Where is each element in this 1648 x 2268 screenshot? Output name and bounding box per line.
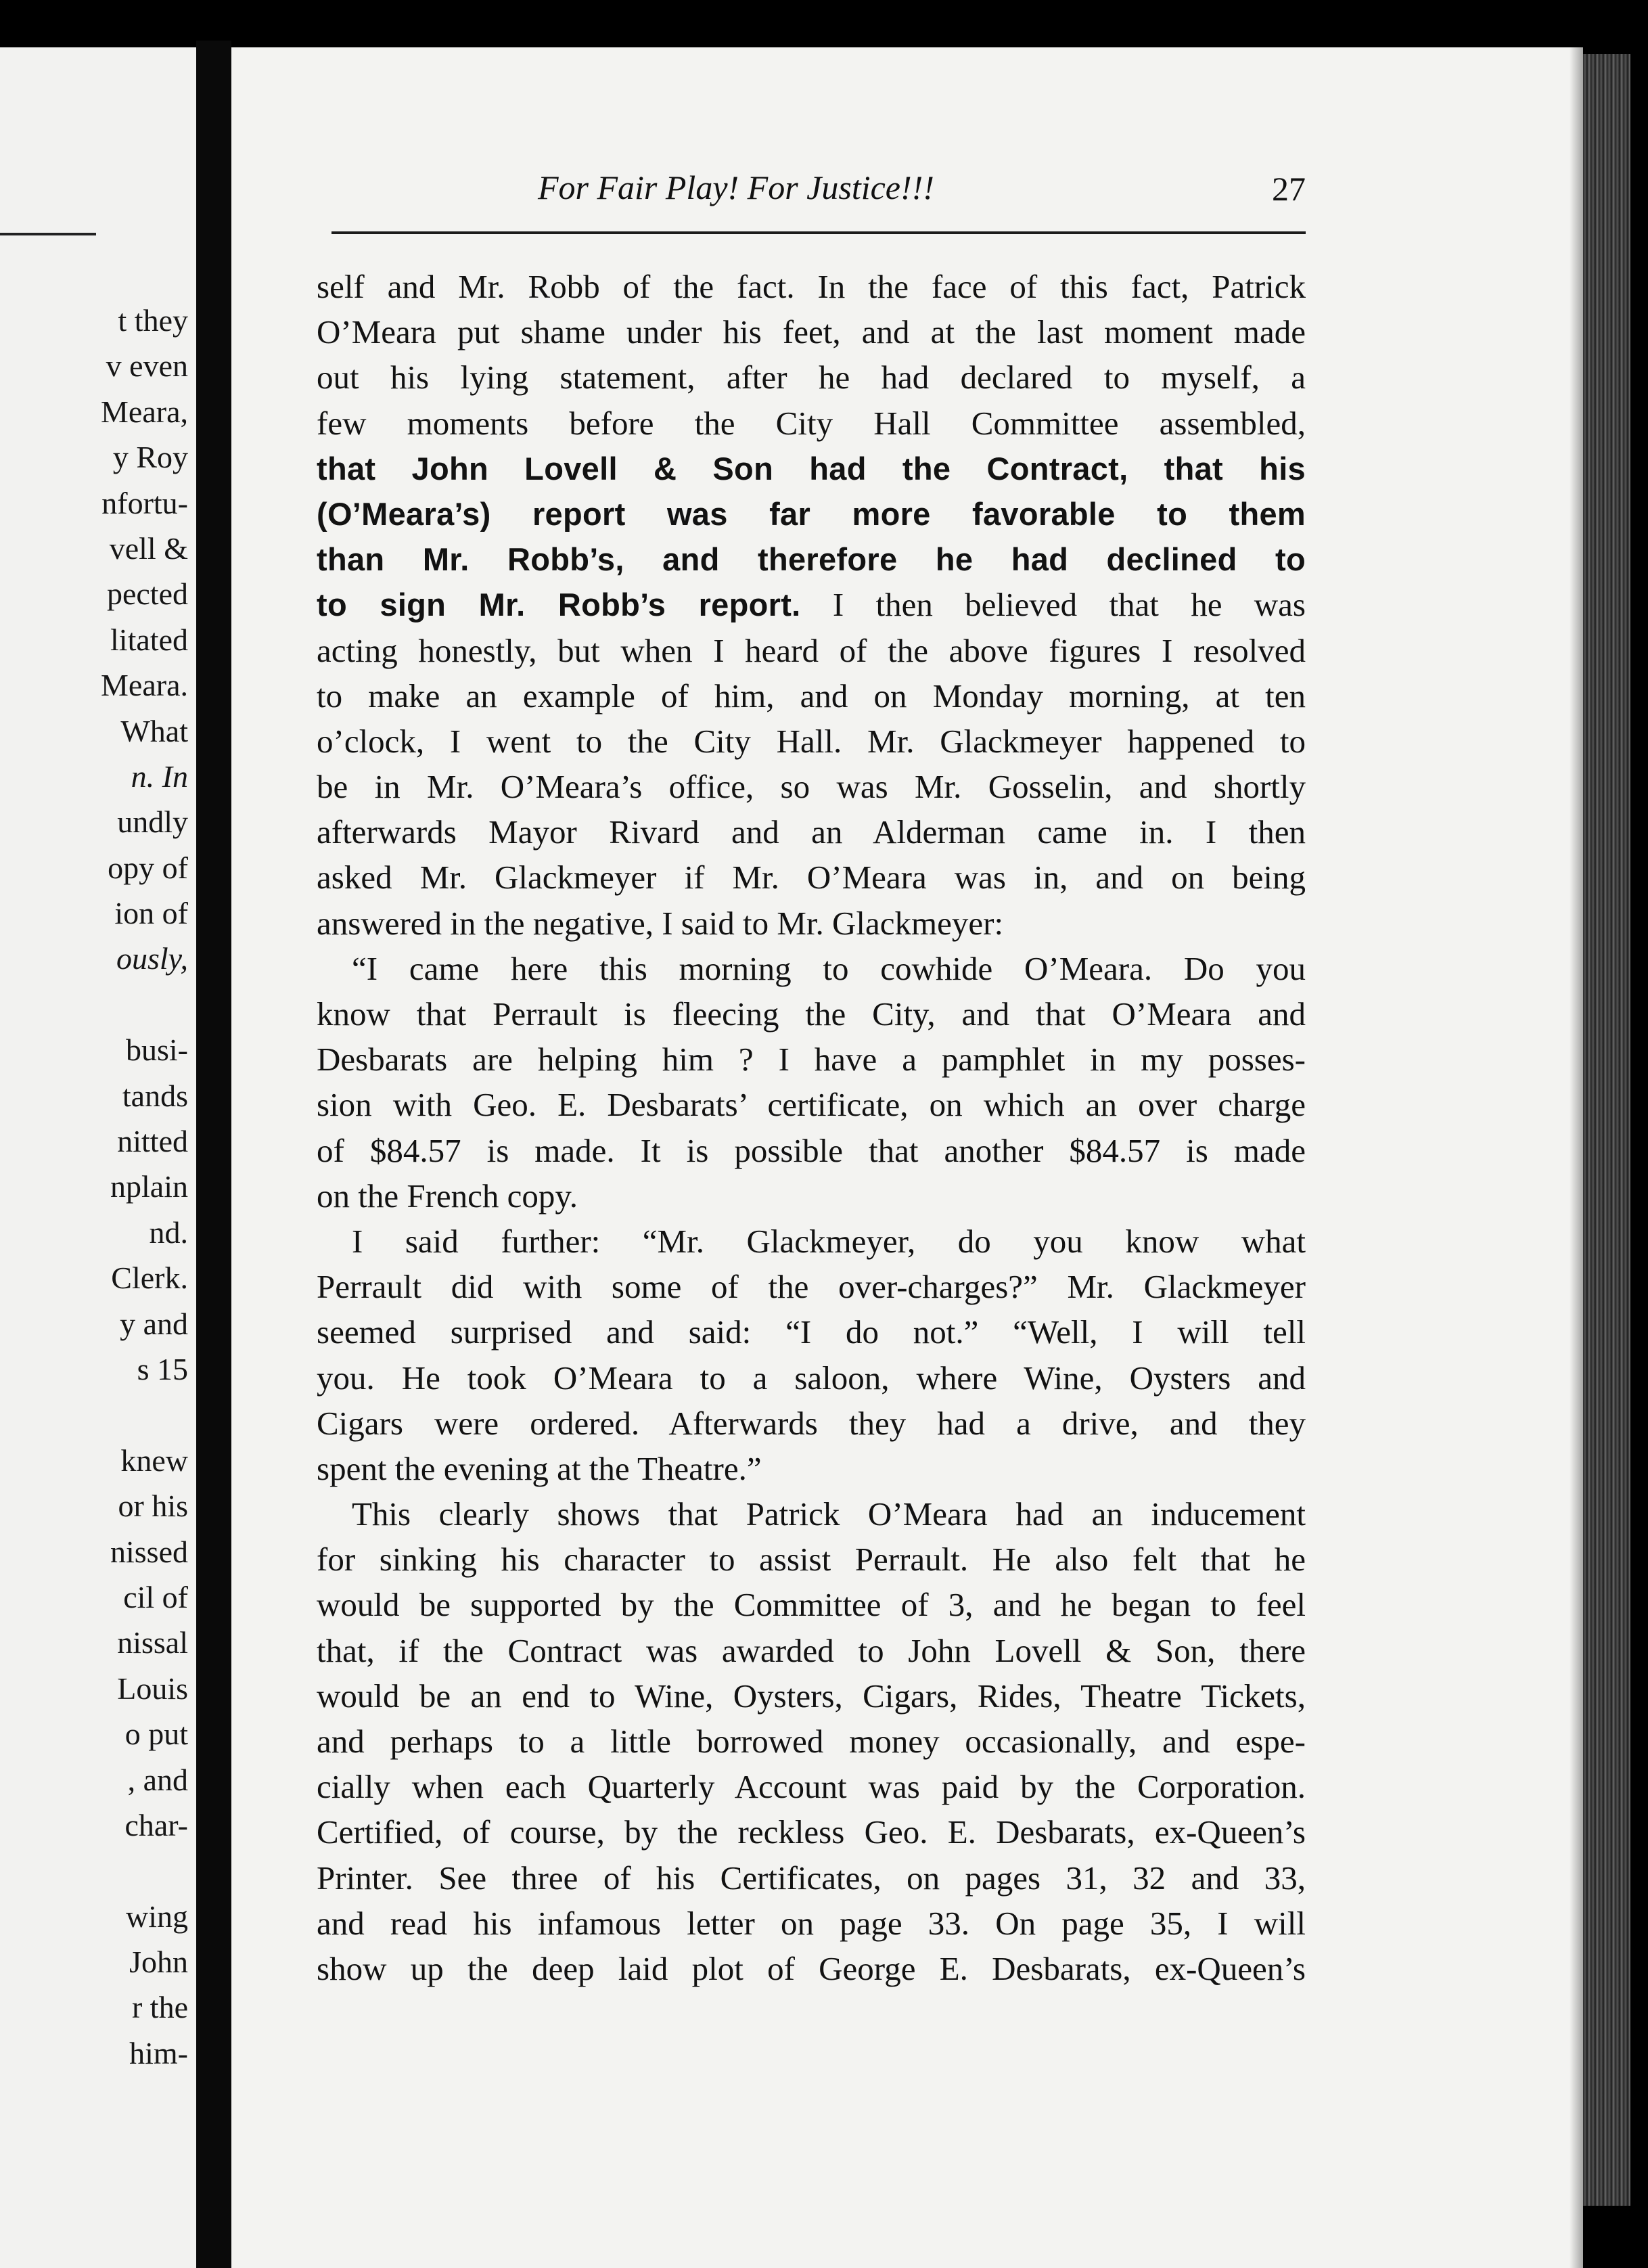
stacked-page-edges <box>1583 54 1630 2206</box>
left-page-line: pected <box>106 576 188 612</box>
text-run: Perrault did with some of the over-charges?” Mr. Glackmeyer <box>317 1268 1306 1306</box>
page-header <box>528 168 1306 215</box>
text-line <box>317 446 1306 491</box>
text-run: O’Meara put shame under his feet, and at the last moment made <box>317 313 1306 351</box>
left-page-line: nitted <box>117 1124 188 1159</box>
text-line <box>317 855 1306 900</box>
left-page-line: cil of <box>123 1579 188 1614</box>
text-run: out his lying statement, after he had declared to myself, a <box>317 359 1306 396</box>
text-run: “I came here this morning to cowhide O’Meara. Do you <box>352 949 1306 987</box>
text-line <box>317 537 1306 582</box>
text-run: that, if the Contract was awarded to John Lovell & Son, there <box>317 1631 1306 1669</box>
text-run: o’clock, I went to the City Hall. Mr. Glackmeyer happened to <box>317 722 1306 760</box>
text-run: spent the evening at the Theatre.” <box>317 1449 762 1487</box>
text-line <box>317 355 1306 400</box>
left-page-line: him- <box>129 2035 188 2070</box>
left-page-line: nissal <box>117 1625 188 1660</box>
text-line <box>317 1264 1306 1309</box>
text-run: sion with Geo. E. Desbarats’ certificate, on which an over charge <box>317 1086 1306 1124</box>
body-text <box>317 264 1306 1991</box>
text-run: acting honestly, but when I heard of the above figures I resolved <box>317 631 1306 669</box>
bold-text-run: than Mr. Robb’s, and therefore he had declined to <box>317 541 1306 578</box>
text-run: to make an example of him, and on Monday morning, at ten <box>317 677 1306 715</box>
left-page-line: litated <box>110 622 188 657</box>
text-line <box>317 264 1306 309</box>
left-page-line <box>0 1392 188 1437</box>
header-rule <box>331 231 1306 234</box>
text-line <box>317 309 1306 355</box>
text-line <box>317 1491 1306 1537</box>
text-line <box>317 1809 1306 1855</box>
text-line <box>317 901 1306 946</box>
left-page-line: , and <box>127 1762 188 1797</box>
text-line <box>317 1355 1306 1401</box>
text-run: would be supported by the Committee of 3, and he began to feel <box>317 1586 1306 1624</box>
text-line <box>317 1309 1306 1355</box>
text-line <box>317 719 1306 764</box>
text-line <box>317 582 1306 627</box>
left-page-line: undly <box>117 804 188 840</box>
text-run: and read his infamous letter on page 33. On page 35, I will <box>317 1904 1306 1942</box>
left-page-line: wing <box>126 1899 188 1934</box>
left-page-line: What <box>120 713 188 748</box>
left-header-rule <box>0 233 96 235</box>
left-facing-page <box>0 47 196 2268</box>
text-line <box>317 673 1306 719</box>
text-line <box>317 764 1306 809</box>
left-page-line: t they <box>118 303 188 338</box>
text-line <box>317 491 1306 537</box>
left-page-line: v even <box>106 348 188 384</box>
text-run: be in Mr. O’Meara’s office, so was Mr. Gosselin, and shortly <box>317 768 1306 806</box>
text-line <box>317 1582 1306 1627</box>
text-run: show up the deep laid plot of George E. Desbarats, ex-Queen’s <box>317 1949 1306 1987</box>
left-page-line: r the <box>131 1990 188 2025</box>
text-line <box>317 1082 1306 1127</box>
text-run: know that Perrault is fleecing the City, and that O’Meara and <box>317 995 1306 1033</box>
text-run: This clearly shows that Patrick O’Meara had an inducement <box>352 1495 1306 1533</box>
text-line <box>317 1855 1306 1901</box>
text-line <box>317 809 1306 855</box>
text-line <box>317 1764 1306 1809</box>
text-run: and perhaps to a little borrowed money occasionally, and espe- <box>317 1723 1306 1760</box>
left-page-line: nd. <box>149 1215 188 1250</box>
text-run: you. He took O’Meara to a saloon, where Wine, Oysters and <box>317 1359 1306 1397</box>
text-run: for sinking his character to assist Perrault. He also felt that he <box>317 1541 1306 1579</box>
book-gutter <box>196 41 231 2268</box>
left-page-line: Meara, <box>101 394 188 429</box>
text-run: answered in the negative, I said to Mr. Glackmeyer: <box>317 904 1004 942</box>
left-page-line: Meara. <box>101 668 188 703</box>
text-line <box>317 1173 1306 1219</box>
left-page-line <box>0 982 188 1027</box>
text-run: seemed surprised and said: “I do not.” “Well, I will tell <box>317 1313 1306 1351</box>
bold-text-run: (O’Meara’s) report was far more favorable to them <box>317 495 1306 532</box>
text-run: on the French copy. <box>317 1177 578 1215</box>
text-run: I then believed that he was <box>800 586 1306 624</box>
left-page-line: or his <box>118 1489 188 1524</box>
text-line <box>317 1128 1306 1173</box>
left-page-line: tands <box>122 1078 188 1113</box>
left-page-line: o put <box>124 1717 188 1752</box>
text-line <box>317 1673 1306 1719</box>
text-line <box>317 1719 1306 1764</box>
left-page-line: nissed <box>110 1534 188 1569</box>
text-run: cially when each Quarterly Account was paid by the Corporation. <box>317 1768 1306 1806</box>
left-page-line: y Roy <box>112 440 188 475</box>
text-line <box>317 1401 1306 1446</box>
text-line <box>317 991 1306 1037</box>
left-page-line: n. In <box>131 758 188 794</box>
left-page-line: John <box>129 1945 188 1980</box>
text-line <box>317 1946 1306 1991</box>
text-line <box>317 401 1306 446</box>
text-line <box>317 1628 1306 1673</box>
text-run: self and Mr. Robb of the fact. In the face of this fact, Patrick <box>317 268 1306 305</box>
bold-text-run: that John Lovell & Son had the Contract, that his <box>317 450 1306 486</box>
text-line <box>317 1901 1306 1946</box>
text-run: I said further: “Mr. Glackmeyer, do you know what <box>352 1222 1306 1260</box>
left-page-line: nplain <box>110 1169 188 1204</box>
left-page-line: Louis <box>117 1671 188 1706</box>
text-run: few moments before the City Hall Committee assembled, <box>317 404 1306 442</box>
text-line <box>317 946 1306 991</box>
left-page-line: vell & <box>109 530 188 566</box>
bold-text-run: to sign Mr. Robb’s report. <box>317 587 801 623</box>
text-run: asked Mr. Glackmeyer if Mr. O’Meara was in, and on being <box>317 859 1306 897</box>
left-page-line: knew <box>120 1443 188 1478</box>
page-edge-shadow <box>1570 47 1584 2268</box>
text-run: of $84.57 is made. It is possible that another $84.57 is made <box>317 1131 1306 1169</box>
left-page-line: nfortu- <box>101 485 188 520</box>
text-run: Desbarats are helping him ? I have a pamphlet in my posses- <box>317 1041 1306 1079</box>
left-page-line: opy of <box>108 850 188 885</box>
text-run: Cigars were ordered. Afterwards they had a drive, and they <box>317 1404 1306 1442</box>
left-page-line: ion of <box>114 896 188 931</box>
left-page-line: char- <box>124 1807 188 1842</box>
text-line <box>317 1219 1306 1264</box>
text-line <box>317 1537 1306 1582</box>
text-line <box>317 628 1306 673</box>
left-page-line: Clerk. <box>111 1261 188 1296</box>
left-page-line: busi- <box>126 1033 188 1068</box>
text-run: Printer. See three of his Certificates, on pages 31, 32 and 33, <box>317 1859 1306 1897</box>
left-page-line: s 15 <box>137 1351 188 1386</box>
left-page-line <box>0 1848 188 1893</box>
text-line <box>317 1446 1306 1491</box>
text-run: would be an end to Wine, Oysters, Cigars, Rides, Theatre Tickets, <box>317 1677 1306 1715</box>
left-page-line: ously, <box>116 941 188 976</box>
page-number: 27 <box>1272 170 1306 208</box>
running-title: For Fair Play! For Justice!!! <box>538 168 934 206</box>
left-page-line: y and <box>120 1306 188 1341</box>
left-page-text <box>0 298 188 2076</box>
text-run: Certified, of course, by the reckless Geo. E. Desbarats, ex-Queen’s <box>317 1813 1306 1851</box>
text-line <box>317 1037 1306 1082</box>
text-run: afterwards Mayor Rivard and an Alderman came in. I then <box>317 813 1306 851</box>
